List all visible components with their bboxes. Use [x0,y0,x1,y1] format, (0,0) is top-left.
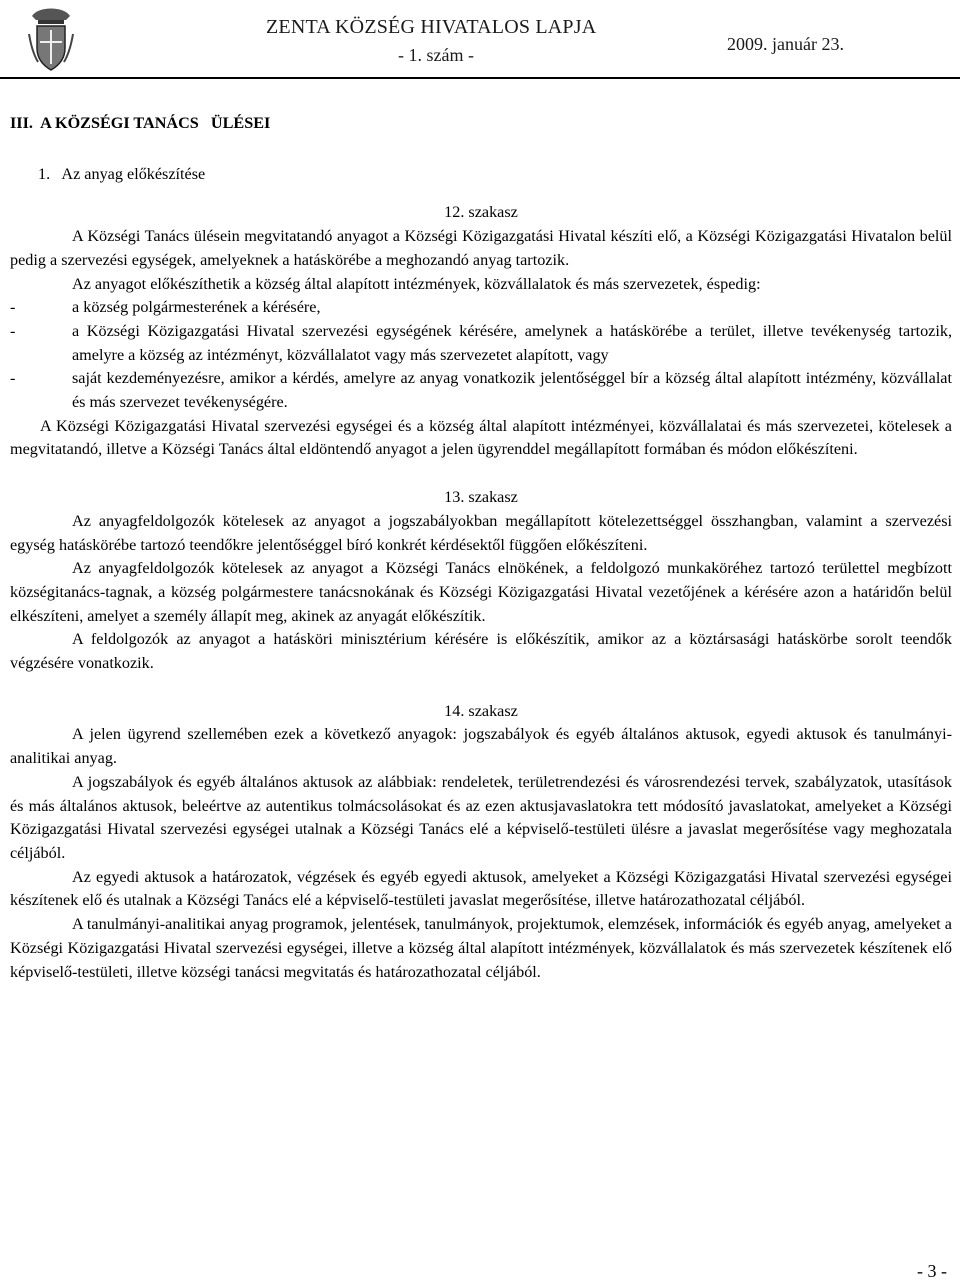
list-item: - a község polgármesterének a kérésére, [10,298,321,317]
chapter-heading: III. A KÖZSÉGI TANÁCS ÜLÉSEI [10,114,271,132]
publication-title: ZENTA KÖZSÉG HIVATALOS LAPJA [266,16,597,38]
section-14-paragraph-2: A jogszabályok és egyéb általános aktusok az alábbiak: rendeletek, területrendezési és városrendezési tervek, szabályzatok, utasítások és más általános aktusok, beleértve az autentikus tolmácsolásokat és az ezen aktusjavaslatokra tett módosító javaslatokat, amelyeket a Községi Közigazgatási Hivatal szervezési egységei utalnak a Községi Tanács elé a képviselő-testületi ülésre a javaslat megerősítése vagy meghozatala céljából. [10,772,952,862]
issue-date: 2009. január 23. [727,34,844,54]
list-item: - saját kezdeményezésre, amikor a kérdés, amelyre az anyag vonatkozik jelentőséggel bír a község által alapított intézmény, közvállalat és más szervezet tevékenységére. [10,369,952,412]
section-14-paragraph-4: A tanulmányi-analitikai anyag programok, jelentések, tanulmányok, projektumok, elemzések, információk és egyéb anyag, amelyeket a Községi Közigazgatási Hivatal szervezési egységei, illetve a község által alapított intézmények, közvállalatok és más szervezetek készítenek elő képviselő-testületi, illetve községi tanácsi megvitatás és határozathozatal céljából. [10,915,952,981]
section-12-paragraph-2: Az anyagot előkészíthetik a község által alapított intézmények, közvállalatok és más szervezetek, éspedig: [72,274,761,293]
document-body [10,112,952,984]
section-12-title: 12. szakasz [444,203,518,222]
coat-of-arms-icon [26,4,76,74]
section-14-paragraph-1: A jelen ügyrend szellemében ezek a következő anyagok: jogszabályok és egyéb általános aktusok, egyedi aktusok és tanulmányi-analitikai anyag. [10,725,952,768]
section-14-title: 14. szakasz [444,701,518,720]
section-13-paragraph-2: Az anyagfeldolgozók kötelesek az anyagot a Községi Tanács elnökének, a feldolgozó munkaköréhez tartozó területtel megbízott községitanács-tagnak, a község polgármestere tanácsnokának és Községi Közigazgatási Hivatal vezetőjének a kérésére azon a határidőn belül elkészíteni, amelyet a személy állapít meg, akinek az anyagát előkészítik. [10,559,952,625]
issue-number: - 1. szám - [398,45,474,65]
section-14-paragraph-3: Az egyedi aktusok a határozatok, végzések és egyéb egyedi aktusok, amelyeket a Községi Közigazgatási Hivatal szervezési egységei készítenek elő és utalnak a Községi Tanács elé a képviselő-testületi javaslat megerősítése, illetve határozathozatal céljából. [10,867,952,910]
section-13-title: 13. szakasz [444,488,518,507]
header-divider [0,77,960,79]
page-header [0,0,960,80]
section-12-paragraph-1: A Községi Tanács ülésein megvitatandó anyagot a Községi Közigazgatási Hivatal készíti elő, a Községi Közigazgatási Hivatalon belül pedig a szervezési egységek, amelyeknek a hatáskörébe a meghozandó anyag tartozik. [10,227,952,269]
section-13-paragraph-3: A feldolgozók az anyagot a hatásköri minisztérium kérésére is előkészítik, amikor az a köztársasági hatáskörbe sorolt teendők végzésére vonatkozik. [10,630,952,673]
section-12-list [10,296,952,415]
section-12-paragraph-3: A Községi Közigazgatási Hivatal szervezési egységei és a község által alapított intézményei, közvállalatai és más szervezetei, kötelesek a megvitatandó, illetve a Községi Tanács által eldöntendő anyagot a jelen ügyrenddel megállapított formában és módon előkészíteni. [10,416,952,459]
list-item: - a Községi Közigazgatási Hivatal szervezési egységének kérésére, amelynek a hatáskörébe a terület, illetve tevékenység tartozik, amelyre a község az intézményt, közvállalatot vagy más szervezetet alapított, vagy [10,321,952,364]
subsection-heading: 1. Az anyag előkészítése [38,164,206,183]
section-13-paragraph-1: Az anyagfeldolgozók kötelesek az anyagot a jogszabályokban megállapított kötelezettséggel összhangban, valamint a szervezési egység hatáskörébe tartozó teendőkre jelentőséggel bíró konkrét kérdésektől függően előkészíteni. [10,511,952,554]
page-number: - 3 - [917,1261,947,1281]
